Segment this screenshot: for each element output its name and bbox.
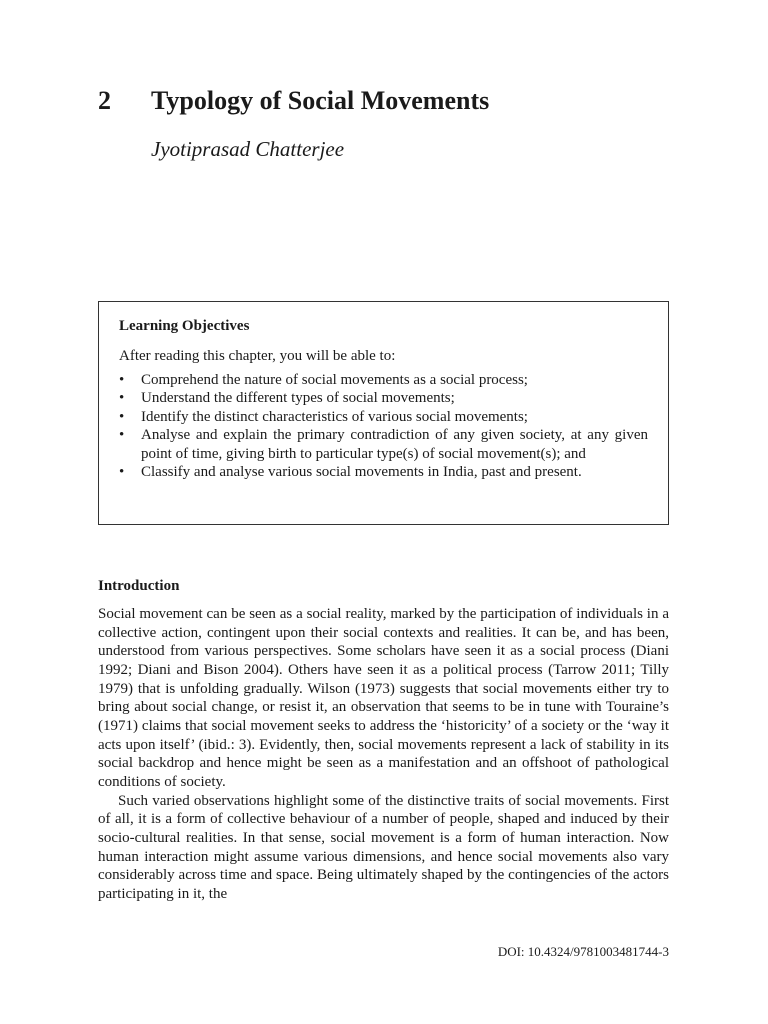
learning-objectives-box bbox=[98, 301, 669, 525]
bullet-icon: • bbox=[119, 408, 125, 425]
bullet-icon: • bbox=[119, 390, 125, 406]
chapter-title: Typology of Social Movements bbox=[151, 86, 490, 115]
learning-objective-item bbox=[119, 426, 648, 463]
learning-objectives-list bbox=[119, 371, 648, 482]
learning-objective-text: Analyse and explain the primary contradiction of any given society, at any given point of time, giving birth to particular type(s) of social movement(s); and bbox=[141, 427, 648, 462]
body-paragraph: Such varied observations highlight some of the distinctive traits of social movements. First of all, it is a form of collective behaviour of a number of people, shaped and induced by their socio-cultural realities. In that sense, social movement is a form of human interaction. Now human interaction might assume various dimensions, and hence social movements also vary considerably across time and space. Being ultimately shaped by the contingencies of the actors participating in it, the bbox=[98, 792, 669, 902]
bullet-icon: • bbox=[119, 427, 125, 443]
learning-objective-text: Understand the different types of social movements; bbox=[141, 390, 455, 406]
chapter-heading bbox=[98, 86, 489, 116]
body-paragraph: Social movement can be seen as a social reality, marked by the participation of individuals in a collective action, contingent upon their social contexts and realities. It can be, and has been, understood from various perspectives. Some scholars have seen it as a social process (Diani 1992; Diani and Bison 2004). Others have seen it as a political process (Tarrow 2011; Tilly 1979) that is unfolding gradually. Wilson (1973) suggests that social movements either try to bring about social change, or resist it, an observation that seems to be in tune with Touraine’s (1971) claims that social movement seeks to address the ‘historicity’ of a society or the ‘way it acts upon itself’ (ibid.: 3). Evidently, then, social movements represent a lack of stability in its social backdrop and hence might be seen as a manifestation and an offshoot of pathological conditions of society. bbox=[98, 606, 669, 790]
learning-objective-item bbox=[119, 389, 648, 408]
chapter-author: Jyotiprasad Chatterjee bbox=[151, 137, 345, 161]
doi-footer: DOI: 10.4324/9781003481744-3 bbox=[497, 944, 669, 959]
learning-objective-text: Classify and analyse various social movements in India, past and present. bbox=[141, 464, 582, 480]
learning-objective-item bbox=[119, 371, 648, 390]
learning-objective-item bbox=[119, 463, 648, 482]
learning-objective-text: Identify the distinct characteristics of various social movements; bbox=[141, 408, 528, 425]
bullet-icon: • bbox=[119, 371, 125, 388]
bullet-icon: • bbox=[119, 464, 125, 480]
learning-objective-text: Comprehend the nature of social movements as a social process; bbox=[141, 371, 528, 388]
learning-objective-item bbox=[119, 408, 648, 427]
introduction-body bbox=[98, 605, 669, 904]
section-heading-introduction: Introduction bbox=[98, 578, 180, 594]
learning-objectives-intro: After reading this chapter, you will be able to: bbox=[119, 348, 396, 364]
chapter-number: 2 bbox=[98, 86, 111, 115]
learning-objectives-title: Learning Objectives bbox=[119, 318, 250, 334]
